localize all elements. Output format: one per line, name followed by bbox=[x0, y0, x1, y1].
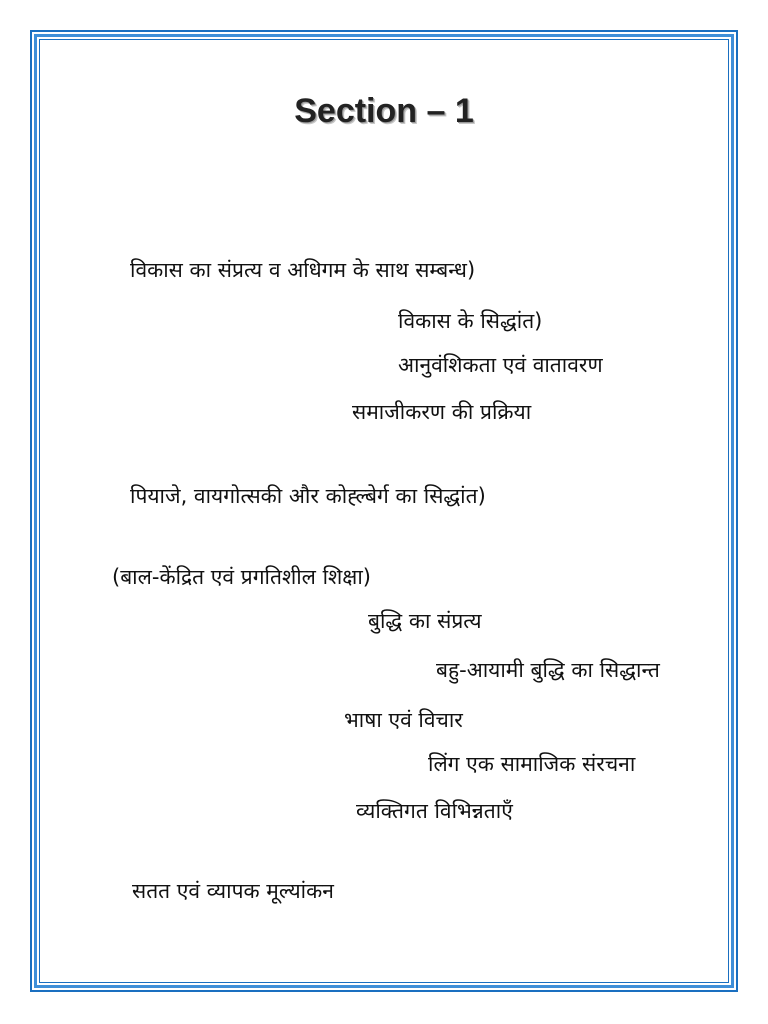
topic-line-10: लिंग एक सामाजिक संरचना bbox=[428, 752, 636, 776]
topic-line-12: सतत एवं व्यापक मूल्यांकन bbox=[132, 879, 334, 903]
topic-line-7: बुद्धि का संप्रत्य bbox=[368, 609, 482, 633]
topic-line-1: विकास का संप्रत्य व अधिगम के साथ सम्बन्ध) bbox=[130, 258, 476, 282]
topic-line-9: भाषा एवं विचार bbox=[344, 708, 463, 732]
topic-line-3: आनुवंशिकता एवं वातावरण bbox=[398, 353, 603, 377]
topic-line-2: विकास के सिद्धांत) bbox=[398, 309, 543, 333]
topic-line-11: व्यक्तिगत विभिन्नताएँ bbox=[356, 799, 513, 823]
topic-line-5: पियाजे, वायगोत्सकी और कोह्ल्बेर्ग का सिद्धांत) bbox=[130, 484, 486, 508]
page-border-inner bbox=[39, 39, 729, 983]
topic-line-6: (बाल-केंद्रित एवं प्रगतिशील शिक्षा) bbox=[112, 565, 371, 589]
section-title: Section – 1 bbox=[294, 92, 474, 130]
topic-line-4: समाजीकरण की प्रक्रिया bbox=[352, 400, 532, 424]
topic-line-8: बहु-आयामी बुद्धि का सिद्धान्त bbox=[436, 658, 660, 682]
